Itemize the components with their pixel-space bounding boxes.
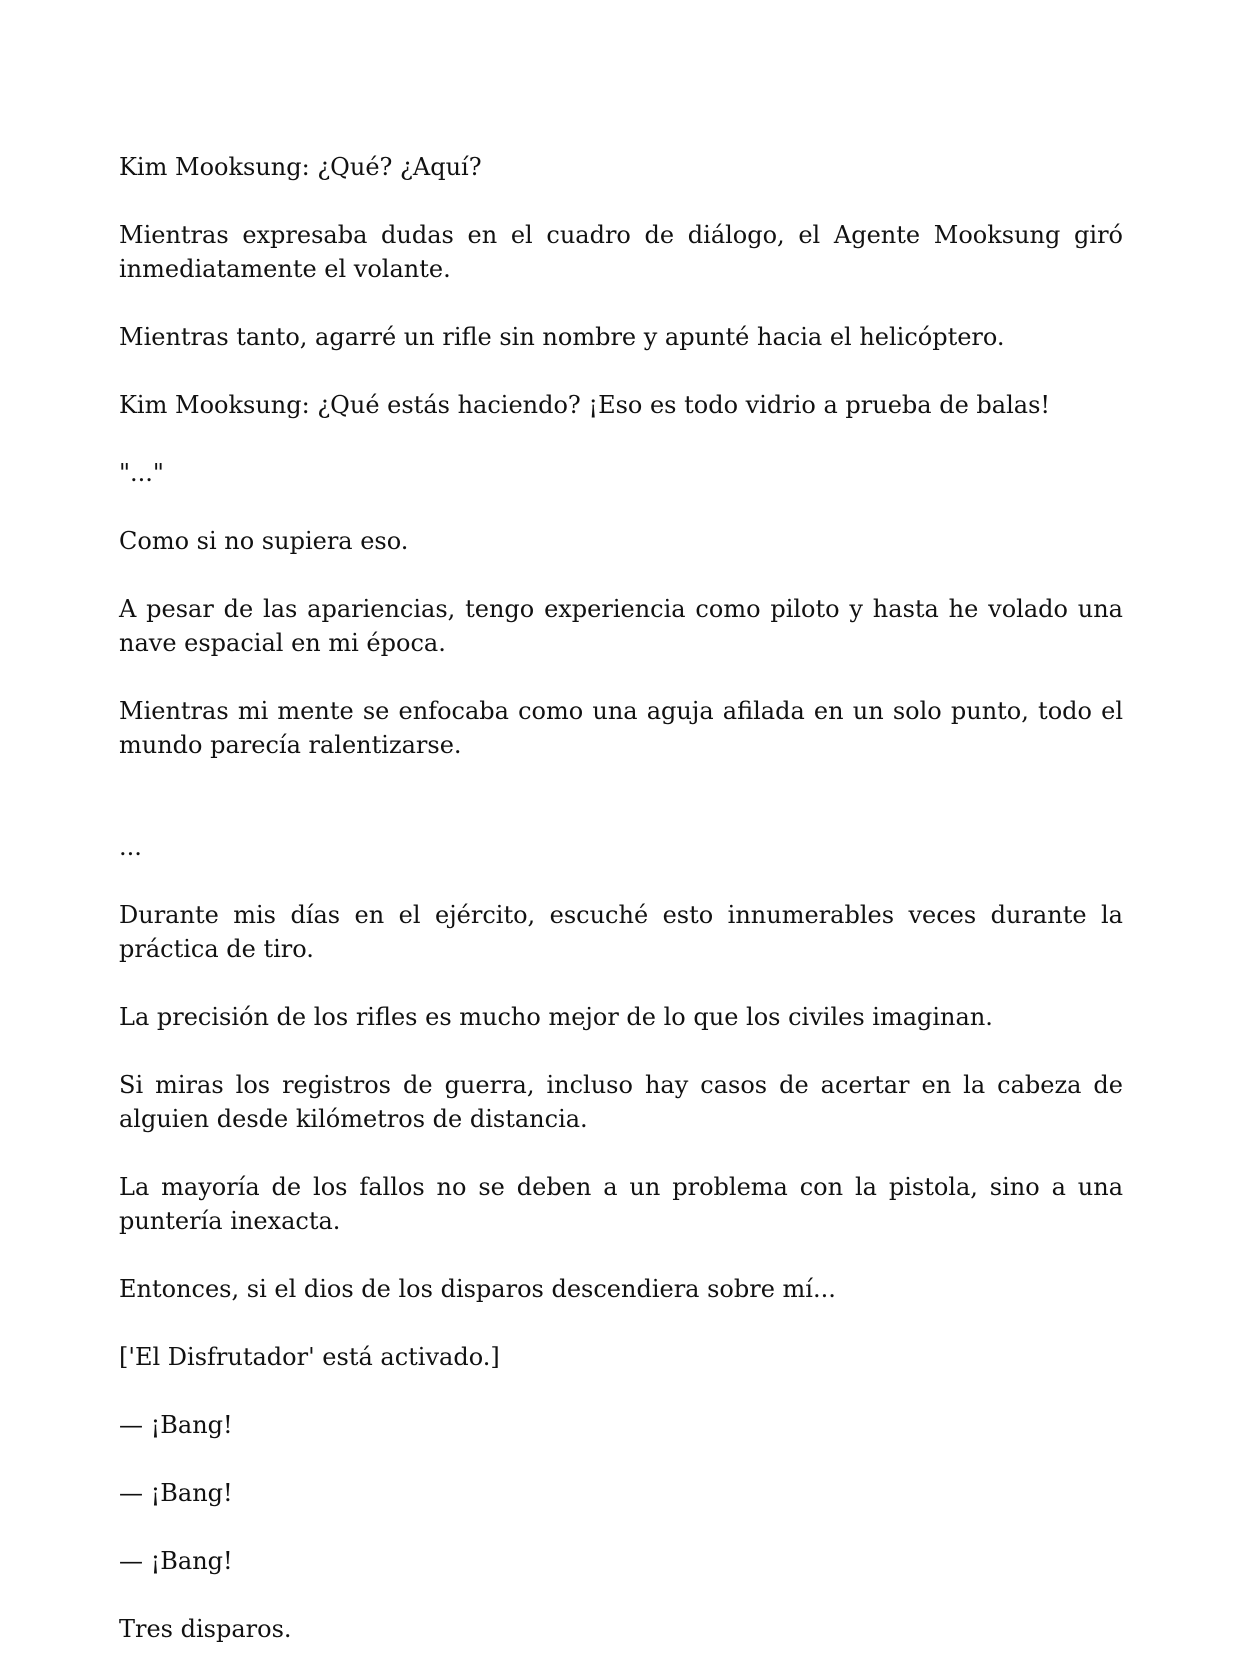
paragraph: La mayoría de los fallos no se deben a un problema con la pistola, sino a una puntería inexacta. bbox=[119, 1173, 1123, 1235]
system-message: ['El Disfrutador' está activado.] bbox=[119, 1343, 500, 1371]
body-text bbox=[119, 150, 1123, 1680]
paragraph-dialogue: "..." bbox=[119, 459, 164, 487]
paragraph: Entonces, si el dios de los disparos descendiera sobre mí... bbox=[119, 1275, 836, 1303]
paragraph: Mientras tanto, agarré un rifle sin nombre y apunté hacia el helicóptero. bbox=[119, 323, 1005, 351]
sound-effect: — ¡Bang! bbox=[119, 1411, 233, 1439]
scene-break: ... bbox=[119, 833, 142, 861]
sound-effect: — ¡Bang! bbox=[119, 1547, 233, 1575]
paragraph-dialogue: Kim Mooksung: ¿Qué? ¿Aquí? bbox=[119, 153, 482, 181]
paragraph: Mientras mi mente se enfocaba como una aguja afilada en un solo punto, todo el mundo parecía ralentizarse. bbox=[119, 697, 1123, 759]
paragraph: Como si no supiera eso. bbox=[119, 527, 409, 555]
paragraph: Mientras expresaba dudas en el cuadro de diálogo, el Agente Mooksung giró inmediatamente el volante. bbox=[119, 221, 1123, 283]
paragraph: La precisión de los rifles es mucho mejor de lo que los civiles imaginan. bbox=[119, 1003, 993, 1031]
paragraph: Si miras los registros de guerra, incluso hay casos de acertar en la cabeza de alguien desde kilómetros de distancia. bbox=[119, 1071, 1123, 1133]
paragraph-dialogue: Kim Mooksung: ¿Qué estás haciendo? ¡Eso es todo vidrio a prueba de balas! bbox=[119, 391, 1051, 419]
paragraph: A pesar de las apariencias, tengo experiencia como piloto y hasta he volado una nave espacial en mi época. bbox=[119, 595, 1123, 657]
sound-effect: — ¡Bang! bbox=[119, 1479, 233, 1507]
paragraph: Tres disparos. bbox=[119, 1615, 292, 1643]
paragraph: Durante mis días en el ejército, escuché esto innumerables veces durante la práctica de tiro. bbox=[119, 901, 1123, 963]
